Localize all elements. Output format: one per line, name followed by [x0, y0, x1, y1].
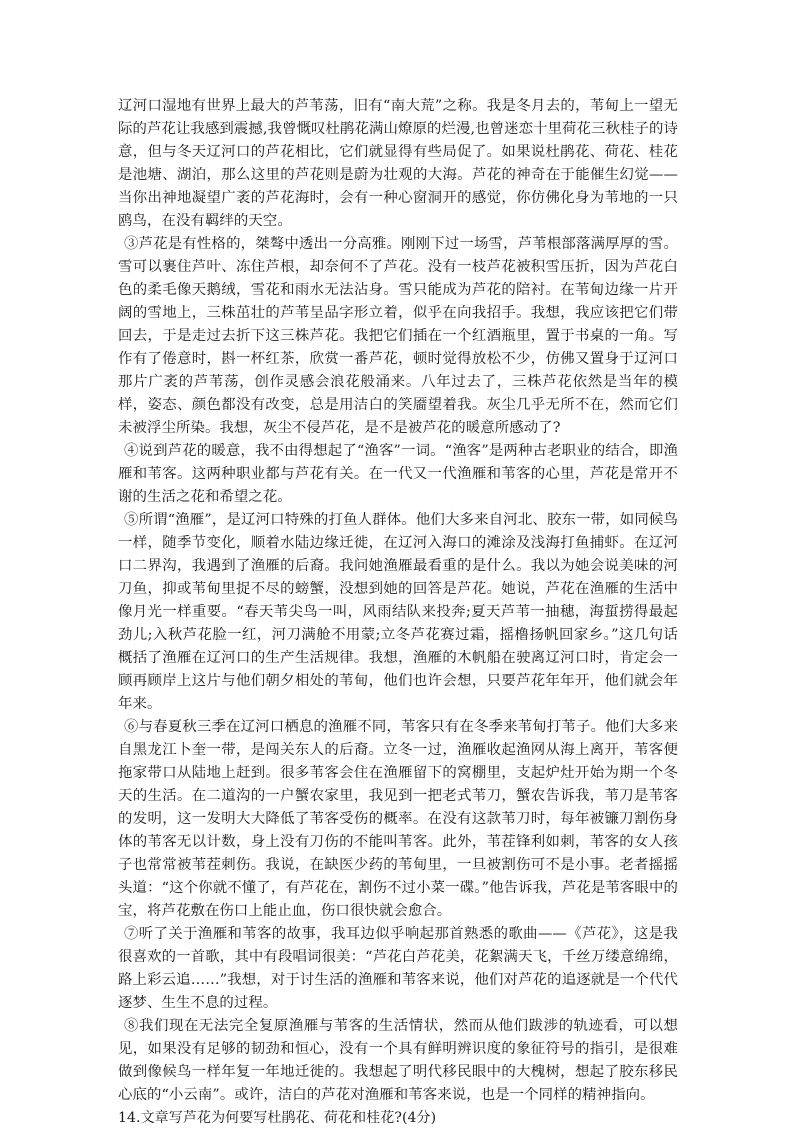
paragraph-5: ⑤所谓“渔雁”，是辽河口特殊的打鱼人群体。他们大多来自河北、胶东一带，如同候鸟一样，随季节变化，顺着水陆边缘迁徙，在辽河入海口的滩涂及浅海打鱼捕虾。在辽河口二界沟，我遇到了渔雁的后裔。我问她渔雁最看重的是什么。我以为她会说美味的河刀鱼，抑或苇甸里捉不尽的螃蟹，没想到她的回答是芦花。她说，芦花在渔雁的生活中像月光一样重要。“春天苇尖鸟一叫，风雨结队来投奔;夏天芦苇一抽穗，海蜇捞得最起劲儿;入秋芦花脸一红，河刀满舱不用蒙;立冬芦花赛过霜，摇橹扬帆回家乡。”这几句话概括了渔雁在辽河口的生产生活规律。我想，渔雁的木帆船在驶离辽河口时，肯定会一顾再顾岸上这片与他们朝夕相处的苇甸，他们也许会想，只要芦花年年开，他们就会年年来。	[118, 512, 678, 712]
paragraph-4: ④说到芦花的暖意，我不由得想起了“渔客”一词。“渔客”是两种古老职业的结合，即渔雁和苇客。这两种职业都与芦花有关。在一代又一代渔雁和苇客的心里，芦花是常开不谢的生活之花和希望之花。	[118, 443, 678, 505]
paragraph-3: ③芦花是有性格的，桀骜中透出一分高雅。刚刚下过一场雪，芦苇根部落满厚厚的雪。雪可以裹住芦叶、冻住芦根，却奈何不了芦花。没有一枝芦花被积雪压折，因为芦花白色的柔毛像天鹅绒，雪花和雨水无法沾身。雪只能成为芦花的陪衬。在苇甸边缘一片开阔的雪地上，三株茁壮的芦苇呈品字形立着，似乎在向我招手。我想，我应该把它们带回去，于是走过去折下这三株芦花。我把它们插在一个红酒瓶里，置于书桌的一角。写作有了倦意时，斟一杯红茶，欣赏一番芦花，顿时觉得放松不少，仿佛又置身于辽河口那片广袤的芦苇荡，创作灵感会浪花般涌来。八年过去了，三株芦花依然是当年的模样，姿态、颜色都没有改变，总是用洁白的笑靥望着我。灰尘几乎无所不在，然而它们未被浮尘所染。我想，灰尘不侵芦花，是不是被芦花的暖意所感动了?	[118, 236, 678, 436]
paragraph-8: ⑧我们现在无法完全复原渔雁与苇客的生活情状，然而从他们跋涉的轨迹看，可以想见，如果没有足够的韧劲和恒心，没有一个具有鲜明辨识度的象征符号的指引，是很难做到像候鸟一样年复一年地迁徙的。我想起了明代移民眼中的大槐树，想起了胶东移民心底的“小云南”。或许，洁白的芦花对渔雁和苇客来说，也是一个同样的精神指向。	[118, 1018, 678, 1103]
paragraph-6: ⑥与春夏秋三季在辽河口栖息的渔雁不同，苇客只有在冬季来苇甸打苇子。他们大多来自黑龙江卜奎一带，是闯关东人的后裔。立冬一过，渔雁收起渔网从海上离开，苇客便拖家带口从陆地上赶到。很多苇客会住在渔雁留下的窝棚里，支起炉灶开始为期一个冬天的生活。在二道沟的一户蟹农家里，我见到一把老式苇刀，蟹农告诉我，苇刀是苇客的发明，这一发明大大降低了苇客受伤的概率。在没有这款苇刀时，每年被镰刀割伤身体的苇客无以计数，身上没有刀伤的不能叫苇客。此外，苇茬锋利如刺，苇客的女人孩子也常常被苇茬刺伤。我说，在缺医少药的苇甸里，一旦被割伤可不是小事。老者摇摇头道：“这个你就不懂了，有芦花在，割伤不过小菜一碟。”他告诉我，芦花是苇客眼中的宝，将芦花敷在伤口上能止血，伤口很快就会愈合。	[118, 719, 678, 919]
paragraph-7: ⑦听了关于渔雁和苇客的故事，我耳边似乎响起那首熟悉的歌曲——《芦花》，这是我很喜欢的一首歌，其中有段唱词很美：“芦花白芦花美，花絮满天飞，千丝万缕意绵绵，路上彩云追……”我想，对于讨生活的渔雁和苇客来说，他们对芦花的追逐就是一个代代逐梦、生生不息的过程。	[118, 926, 678, 1011]
document-page	[118, 95, 678, 1130]
paragraph-2-continued: 辽河口湿地有世界上最大的芦苇荡，旧有“南大荒”之称。我是冬月去的，苇甸上一望无际的芦花让我感到震撼,我曾慨叹杜鹃花满山燎原的烂漫,也曾迷恋十里荷花三秋桂子的诗意，但与冬天辽河口的芦花相比，它们就显得有些局促了。如果说杜鹃花、荷花、桂花是池塘、湖泊，那么这里的芦花则是蔚为壮观的大海。芦花的神奇在于能催生幻觉——当你出神地凝望广袤的芦花海时，会有一种心窗洞开的感觉，你仿佛化身为苇地的一只鸥鸟，在没有羁绊的天空。	[118, 98, 678, 229]
question-14: 14.文章写芦花为何要写杜鹃花、荷花和桂花?(4分)	[118, 1110, 437, 1126]
